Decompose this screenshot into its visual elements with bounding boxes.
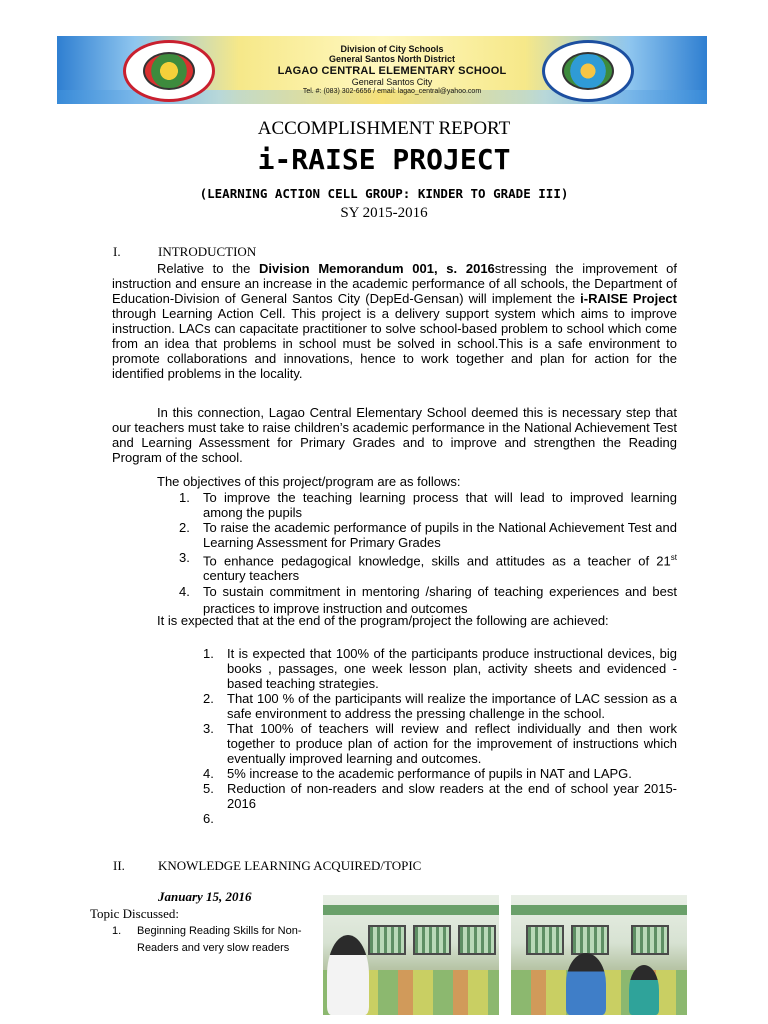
item-text: To raise the academic performance of pupils in the National Achievement Test and Learning Assessment for Primary Grades (203, 520, 677, 550)
session-date: January 15, 2016 (158, 889, 252, 904)
item-text-end: century teachers (203, 568, 300, 584)
division-seal-emblem (562, 52, 614, 90)
teacher-figure (327, 935, 369, 1015)
section-number: I. (113, 244, 121, 259)
item-number: 6. (203, 811, 214, 826)
p1-text: Relative to the (157, 261, 260, 276)
school-letterhead (257, 44, 527, 96)
item-text: 5% increase to the academic performance of pupils in NAT and LAPG. (227, 766, 632, 781)
item-number: 1. (112, 925, 122, 937)
expected-outcomes-list (203, 646, 677, 826)
photo-window (526, 925, 564, 955)
item-number: 2. (203, 691, 214, 706)
section-title: INTRODUCTION (158, 244, 257, 259)
item-text: Beginning Reading Skills for Non-Readers and very slow readers (137, 925, 302, 954)
intro-paragraph-1 (112, 261, 677, 381)
school-name: LAGAO CENTRAL ELEMENTARY SCHOOL (277, 64, 507, 77)
list-item (179, 520, 677, 550)
intro-paragraph-2: In this connection, Lagao Central Elementary School deemed this is necessary step that our teachers must take to raise children’s academic performance in the National Achievement Test and Learning Assessment for Primary Grades and to improve and strengthen the Reading Program of the school. (112, 405, 677, 465)
section-title: KNOWLEDGE LEARNING ACQUIRED/TOPIC (158, 858, 422, 873)
item-text: That 100% of teachers will review and reflect individually and then work together to produce plan of action for the improvement of instructions which eventually improved learning and outcomes. (227, 721, 677, 766)
city-line: General Santos City (351, 77, 433, 88)
item-text: It is expected that 100% of the participants produce instructional devices, big books , passages, one week lesson plan, activity sheets and evidenced -based teaching strategies. (227, 646, 677, 691)
division-seal-logo (542, 40, 634, 102)
letterhead-banner (57, 36, 707, 104)
p1-text-end: through Learning Action Cell. This project is a delivery support system which aims to improve instruction. LACs can capacitate practitioner to solve school-based problem to school which come from an idea that problems in school must be solved in school.This is a safe environment to promote collaborations and innovations, hence to work together and plan for action for the identified problems in the locality. (112, 306, 677, 381)
teacher-figure (566, 953, 606, 1015)
item-number: 3. (179, 550, 190, 565)
item-number: 1. (203, 646, 214, 661)
district-line: General Santos North District (328, 54, 456, 65)
list-item (203, 781, 677, 811)
list-item (203, 811, 677, 826)
teacher-figure (629, 965, 659, 1015)
item-number: 2. (179, 520, 190, 535)
contact-line: Tel. #: (083) 302-6656 / email: lagao_central@yahoo.com (302, 87, 482, 95)
item-number: 4. (179, 584, 190, 600)
topic-label: Topic Discussed: (90, 906, 179, 921)
classroom-photo-1 (323, 895, 499, 1015)
item-number: 4. (203, 766, 214, 781)
item-text: To improve the teaching learning process that will lead to improved learning among the pupils (203, 490, 677, 520)
expected-intro: It is expected that at the end of the program/project the following are achieved: (157, 613, 609, 628)
superscript: st (670, 553, 677, 562)
photo-window (368, 925, 406, 955)
item-number: 1. (179, 490, 190, 505)
item-text: That 100 % of the participants will realize the importance of LAC session as a safe environment to address the pressing challenge in the school. (227, 691, 677, 721)
list-item (179, 490, 677, 520)
list-item (179, 550, 677, 583)
memo-reference: Division Memorandum 001, s. 2016 (259, 261, 495, 276)
photo-window (458, 925, 496, 955)
photo-detail (323, 905, 499, 915)
classroom-photo-2 (511, 895, 687, 1015)
objectives-list (179, 490, 677, 617)
item-text: To sustain commitment in mentoring /sharing of teaching experiences and best practices to improve instruction and outcomes (203, 584, 677, 617)
photo-window (571, 925, 609, 955)
list-item (203, 691, 677, 721)
division-line: Division of City Schools (340, 44, 444, 54)
photo-detail (511, 905, 687, 915)
item-text: Reduction of non-readers and slow readers at the end of school year 2015-2016 (227, 781, 677, 811)
report-title: ACCOMPLISHMENT REPORT (257, 118, 511, 139)
project-reference: i-RAISE Project (580, 291, 677, 306)
list-item (203, 721, 677, 766)
group-subtitle: (LEARNING ACTION CELL GROUP: KINDER TO GRADE III) (199, 186, 569, 201)
p1-text-mid: stressing the improvement of instruction and ensure an increase in the academic performance of all schools, the Department of Education-Division of General Santos City (DepEd-Gensan) will implement the (112, 261, 678, 306)
item-number: 5. (203, 781, 214, 796)
photo-window (413, 925, 451, 955)
school-year: SY 2015-2016 (340, 205, 428, 221)
school-seal-logo (123, 40, 215, 102)
item-number: 3. (203, 721, 214, 736)
section-number: II. (113, 858, 125, 873)
photo-window (631, 925, 669, 955)
school-seal-emblem (143, 52, 195, 90)
list-item (203, 646, 677, 691)
list-item (203, 766, 677, 781)
objectives-intro: The objectives of this project/program are as follows: (157, 474, 461, 489)
project-title: i-RAISE PROJECT (257, 143, 511, 176)
item-text: To enhance pedagogical knowledge, skills and attitudes as a teacher of 21 (203, 553, 671, 569)
